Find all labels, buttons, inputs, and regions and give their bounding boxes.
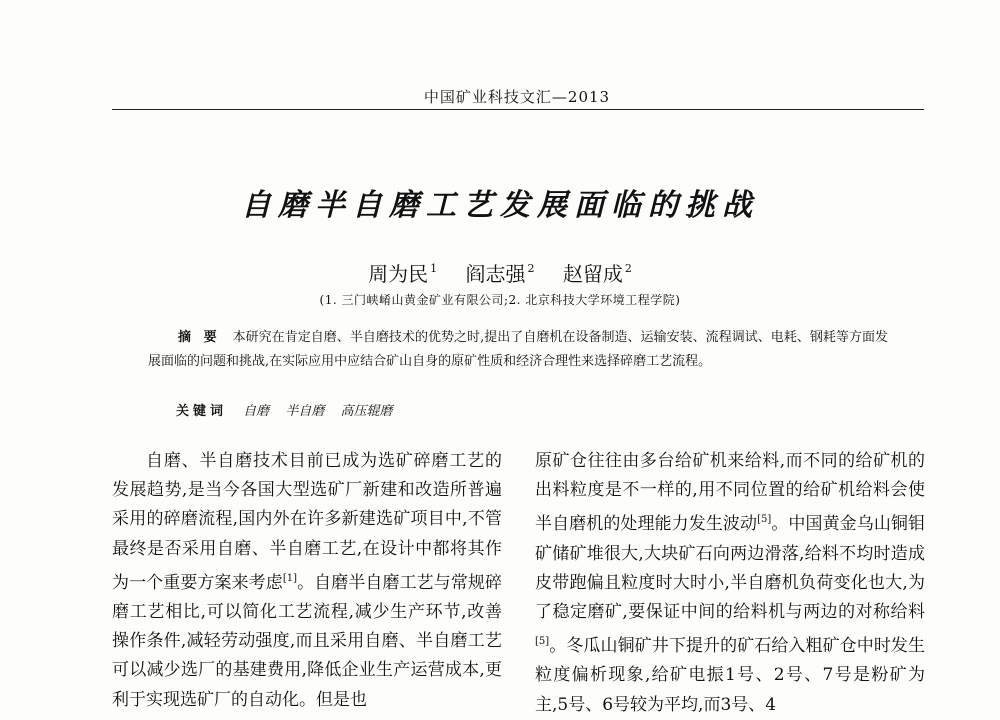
- body-column-left: [112, 447, 502, 715]
- body-text: 。中国黄金乌山铜钼矿储矿堆很大,大块矿石向两边滑落,给料不均时造成皮带跑偏且粒度时大时小,半自磨机负荷变化也大,为了稳定磨矿,要保证中间的给料机与两边的对称给料: [535, 514, 926, 623]
- author: [466, 262, 535, 286]
- header-rule: [112, 109, 924, 110]
- body-text: 。冬瓜山铜矿井下提升的矿石给入粗矿仓中时发生粒度偏析现象,给矿电振1号、2号、7号是粉矿为主,5号、6号较为平均,而3号、4: [535, 636, 925, 715]
- abstract-text: 本研究在肯定自磨、半自磨技术的优势之时,提出了自磨机在设备制造、运输安装、流程调试、电耗、钢耗等方面发展面临的问题和挑战,在实际应用中应结合矿山自身的原矿性质和经济合理性来选择碎磨工艺流程。: [148, 330, 888, 369]
- citation-link[interactable]: [5]: [535, 636, 550, 648]
- abstract: [148, 326, 888, 373]
- running-header: 中国矿业科技文汇—2013: [423, 88, 611, 106]
- abstract-label: 摘 要: [178, 330, 221, 345]
- affiliations: (1. 三门峡崤山黄金矿业有限公司;2. 北京科技大学环境工程学院): [319, 293, 681, 307]
- author-list: [0, 258, 1000, 287]
- paper-title: 自磨半自磨工艺发展面临的挑战: [241, 188, 759, 223]
- body-paragraph: [535, 447, 925, 720]
- author: [368, 262, 437, 286]
- author-name: 阎志强: [465, 262, 526, 286]
- author-affiliation-mark: 2: [624, 262, 632, 275]
- author: [563, 262, 632, 286]
- author-affiliation-mark: 2: [527, 262, 535, 275]
- keywords: [176, 400, 404, 419]
- keywords-label: 关键词: [176, 404, 228, 419]
- citation-link[interactable]: [1]: [282, 572, 298, 584]
- author-name: 周为民: [368, 262, 429, 286]
- body-text: 原矿仓往往由多台给矿机来给料,而不同的给矿机的出料粒度是不一样的,用不同位置的给矿机给料会使半自磨机的处理能力发生波动: [535, 451, 925, 535]
- keyword: 高压辊磨: [340, 404, 393, 419]
- body-text: 自磨、半自磨技术目前已成为选矿碎磨工艺的发展趋势,是当今各国大型选矿厂新建和改造所普遍采用的碎磨流程,国内外在许多新建选矿项目中,不管最终是否采用自磨、半自磨工艺,在设计中都将其作为一个重要方案来考虑: [112, 451, 502, 593]
- keyword: 自磨: [243, 404, 270, 419]
- body-text: 。自磨半自磨工艺与常规碎磨工艺相比,可以简化工艺流程,减少生产环节,改善操作条件,减轻劳动强度,而且采用自磨、半自磨工艺可以减少选厂的基建费用,降低企业生产运营成本,更利于实现选矿厂的自动化。但是也: [112, 572, 503, 710]
- author-name: 赵留成: [562, 262, 623, 286]
- keyword: 半自磨: [285, 404, 325, 419]
- body-column-right: [535, 447, 925, 720]
- citation-link[interactable]: [5]: [757, 514, 772, 526]
- author-affiliation-mark: 1: [430, 262, 438, 275]
- body-paragraph: [112, 447, 502, 715]
